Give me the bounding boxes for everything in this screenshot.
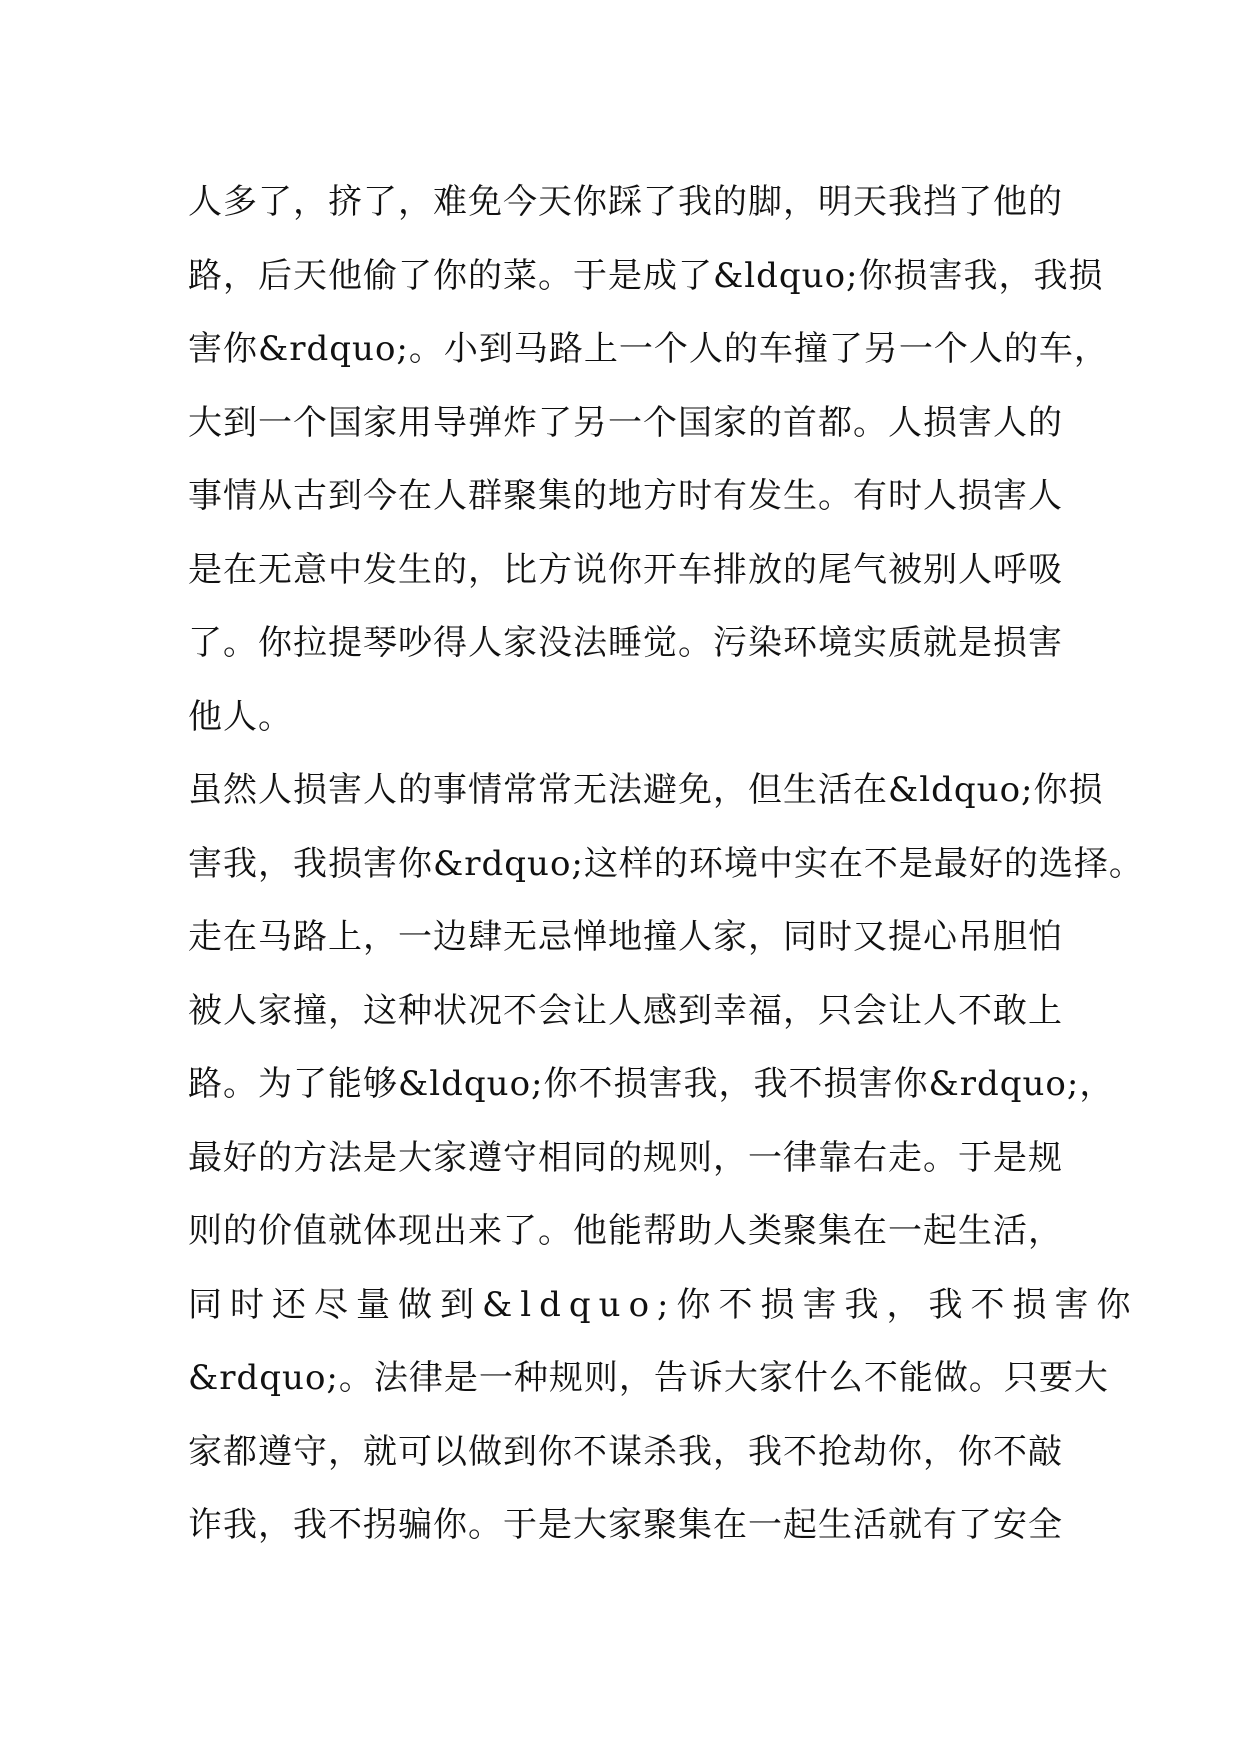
text-line: 被人家撞，这种状况不会让人感到幸福，只会让人不敢上 [188,990,1063,1031]
paragraph-1 [188,166,1109,754]
text-line: 大到一个国家用导弹炸了另一个国家的首都。人损害人的 [188,402,1063,443]
text-line: &rdquo;。法律是一种规则，告诉大家什么不能做。只要大 [188,1358,1109,1398]
text-line: 害我，我损害你&rdquo;这样的环境中实在不是最好的选择。 [188,843,1144,884]
text-line: 他人。 [188,696,293,737]
text-line: 路。为了能够&ldquo;你不损害我，我不损害你&rdquo;， [188,1064,1115,1104]
text-line: 事情从古到今在人群聚集的地方时有发生。有时人损害人 [188,476,1063,516]
text-line: 了。你拉提琴吵得人家没法睡觉。污染环境实质就是损害 [188,623,1063,663]
body-text [188,166,1144,1563]
text-line: 路，后天他偷了你的菜。于是成了&ldquo;你损害我，我损 [188,255,1104,296]
text-line: 则的价值就体现出来了。他能帮助人类聚集在一起生活， [188,1211,1063,1251]
text-line: 同时还尽量做到&ldquo;你不损害我，我不损害你 [188,1284,1139,1325]
paragraph-2 [188,754,1144,1563]
text-line: 害你&rdquo;。小到马路上一个人的车撞了另一个人的车， [188,329,1109,369]
text-line: 是在无意中发生的，比方说你开车排放的尾气被别人呼吸 [188,549,1063,590]
text-line: 人多了，挤了，难免今天你踩了我的脚，明天我挡了他的 [188,182,1063,222]
text-line: 最好的方法是大家遵守相同的规则，一律靠右走。于是规 [188,1137,1063,1178]
text-line: 诈我，我不拐骗你。于是大家聚集在一起生活就有了安全 [188,1505,1063,1545]
text-line: 家都遵守，就可以做到你不谋杀我，我不抢劫你，你不敲 [188,1431,1063,1472]
text-line: 虽然人损害人的事情常常无法避免，但生活在&ldquo;你损 [188,770,1104,810]
text-line: 走在马路上，一边肆无忌惮地撞人家，同时又提心吊胆怕 [188,917,1063,957]
